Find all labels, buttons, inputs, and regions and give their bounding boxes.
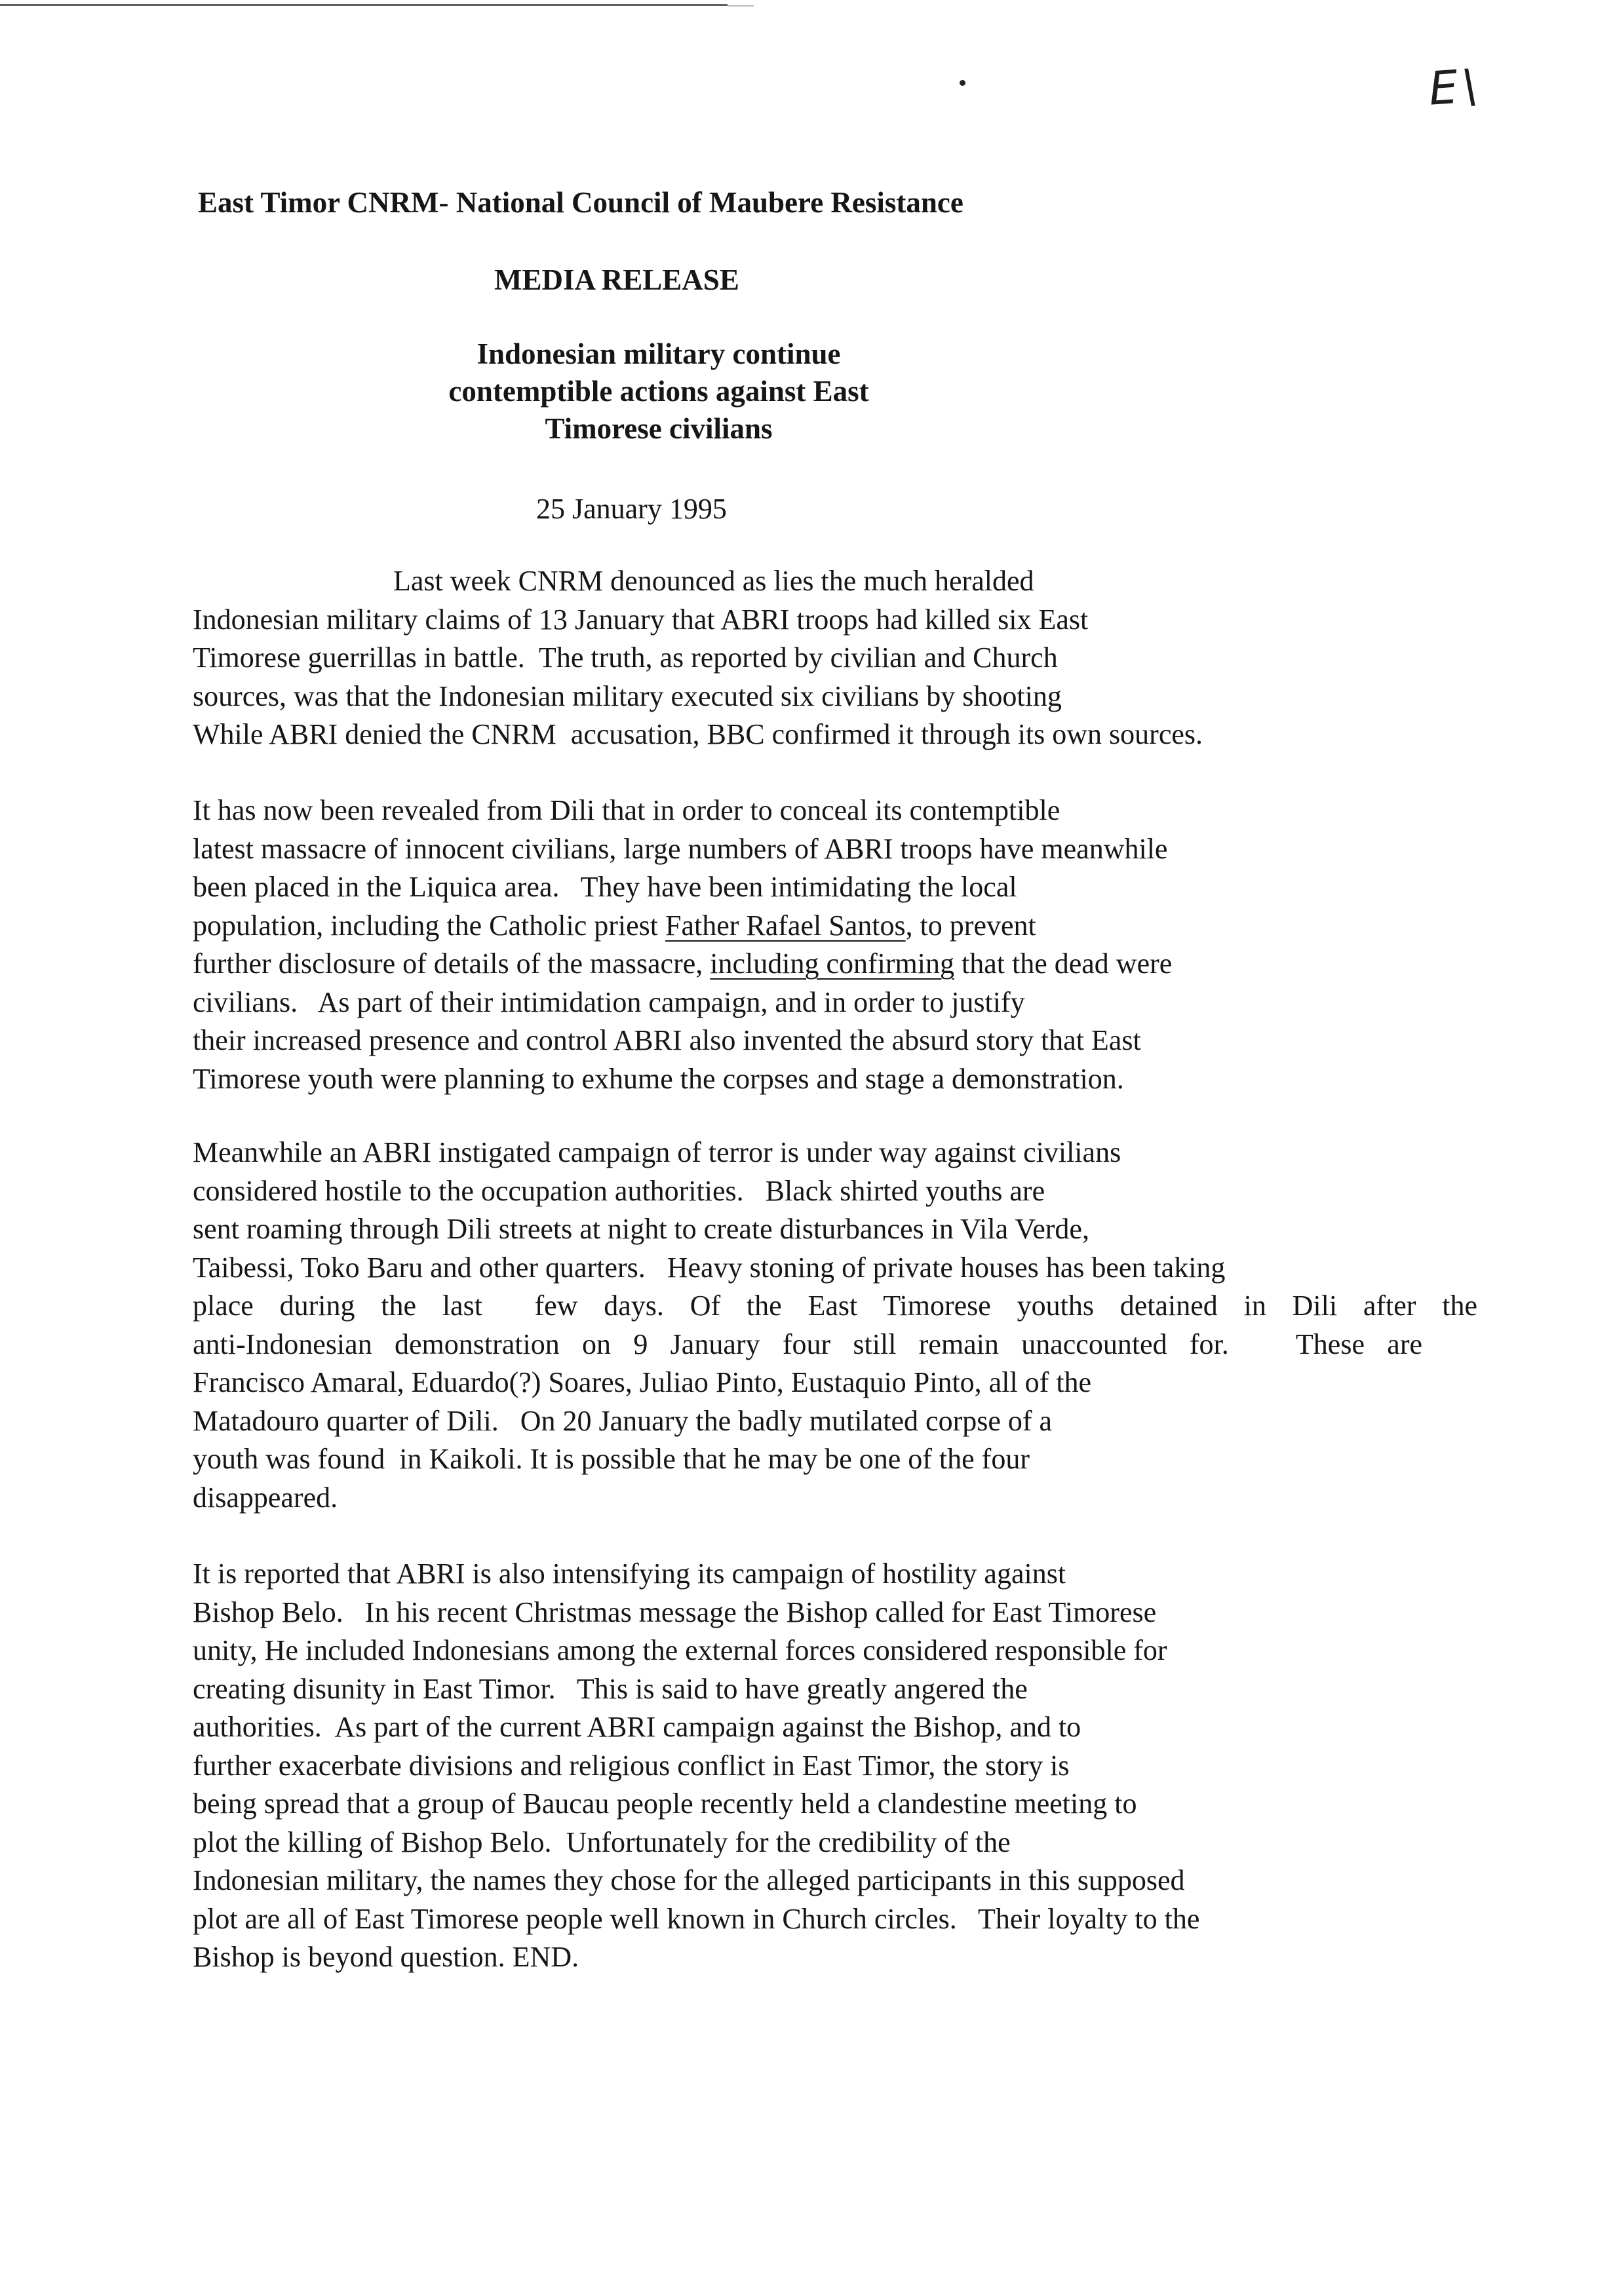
paragraph-line: place during the last few days. Of the East Timorese youths detained in Dili after the [193, 1290, 1477, 1322]
paragraph-3 [193, 1134, 1477, 1517]
paragraph-line: Taibessi, Toko Baru and other quarters. Heavy stoning of private houses has been taking [193, 1251, 1226, 1284]
paragraph-line: sources, was that the Indonesian military executed six civilians by shooting [193, 679, 1062, 712]
paragraph-line: Meanwhile an ABRI instigated campaign of terror is under way against civilians [193, 1136, 1121, 1168]
paragraph-line: their increased presence and control ABRI also invented the absurd story that East [193, 1024, 1141, 1056]
ink-speck [960, 80, 965, 86]
line-text: that the dead were [954, 947, 1173, 980]
headline [367, 335, 950, 448]
paragraph-line: plot are all of East Timorese people well known in Church circles. Their loyalty to the [193, 1902, 1200, 1935]
paragraph-line [193, 907, 1172, 946]
paragraph-line: Timorese guerrillas in battle. The truth, as reported by civilian and Church [193, 641, 1058, 674]
paragraph-line: unity, He included Indonesians among the external forces considered responsible for [193, 1634, 1167, 1666]
paragraph-line: creating disunity in East Timor. This is said to have greatly angered the [193, 1672, 1028, 1705]
paragraph-line: sent roaming through Dili streets at night to create disturbances in Vila Verde, [193, 1213, 1089, 1245]
headline-line: contemptible actions against East [448, 375, 869, 408]
paragraph-line: latest massacre of innocent civilians, large numbers of ABRI troops have meanwhile [193, 832, 1168, 865]
line-text: further disclosure of details of the massacre, [193, 947, 710, 980]
paragraph-line: Francisco Amaral, Eduardo(?) Soares, Juliao Pinto, Eustaquio Pinto, all of the [193, 1366, 1092, 1398]
paragraph-1 [193, 562, 1203, 754]
headline-line: Timorese civilians [545, 412, 773, 445]
paragraph-line: Indonesian military claims of 13 January that ABRI troops had killed six East [193, 603, 1089, 636]
paragraph-line: authorities. As part of the current ABRI campaign against the Bishop, and to [193, 1711, 1081, 1743]
paragraph-line: been placed in the Liquica area. They have been intimidating the local [193, 871, 1017, 903]
paragraph-line: While ABRI denied the CNRM accusation, BBC confirmed it through its own sources. [193, 718, 1203, 750]
underlined-phrase: including confirming [710, 947, 954, 980]
release-type-heading: MEDIA RELEASE [494, 263, 739, 296]
paragraph-line [193, 945, 1172, 984]
paragraph-line: further exacerbate divisions and religious conflict in East Timor, the story is [193, 1749, 1070, 1782]
paragraph-line: It has now been revealed from Dili that in order to conceal its contemptible [193, 794, 1060, 826]
paragraph-line: Bishop Belo. In his recent Christmas message the Bishop called for East Timorese [193, 1596, 1157, 1628]
paragraph-line: civilians. As part of their intimidation campaign, and in order to justify [193, 985, 1025, 1018]
paragraph-line: anti-Indonesian demonstration on 9 January four still remain unaccounted for. These are [193, 1328, 1422, 1360]
paragraph-line: disappeared. [193, 1481, 338, 1514]
paragraph-line: considered hostile to the occupation authorities. Black shirted youths are [193, 1174, 1045, 1207]
paragraph-line: It is reported that ABRI is also intensifying its campaign of hostility against [193, 1558, 1066, 1590]
line-text: , to prevent [905, 909, 1036, 942]
priest-name-underlined: Father Rafael Santos [665, 909, 906, 942]
paragraph-4 [193, 1555, 1199, 1977]
paragraph-line: Indonesian military, the names they chose for the alleged participants in this supposed [193, 1864, 1185, 1896]
line-text: population, including the Catholic priest [193, 909, 665, 942]
paragraph-line: youth was found in Kaikoli. It is possible that he may be one of the four [193, 1443, 1030, 1475]
release-date: 25 January 1995 [536, 493, 727, 525]
paragraph-line: plot the killing of Bishop Belo. Unfortunately for the credibility of the [193, 1826, 1011, 1858]
paragraph-line: Bishop is beyond question. END. [193, 1941, 579, 1973]
paragraph-2 [193, 792, 1172, 1098]
paragraph-line: Matadouro quarter of Dili. On 20 January the badly mutilated corpse of a [193, 1404, 1053, 1437]
top-edge-rule-fade [728, 5, 754, 7]
top-edge-rule [0, 4, 728, 6]
headline-line: Indonesian military continue [477, 337, 841, 370]
organization-title: East Timor CNRM- National Council of Maubere Resistance [198, 186, 963, 219]
paragraph-line: Timorese youth were planning to exhume the corpses and stage a demonstration. [193, 1062, 1124, 1095]
handwritten-page-mark: E\ [1427, 58, 1483, 116]
paragraph-line: being spread that a group of Baucau people recently held a clandestine meeting to [193, 1788, 1137, 1820]
paragraph-line: Last week CNRM denounced as lies the much heralded [393, 565, 1034, 597]
